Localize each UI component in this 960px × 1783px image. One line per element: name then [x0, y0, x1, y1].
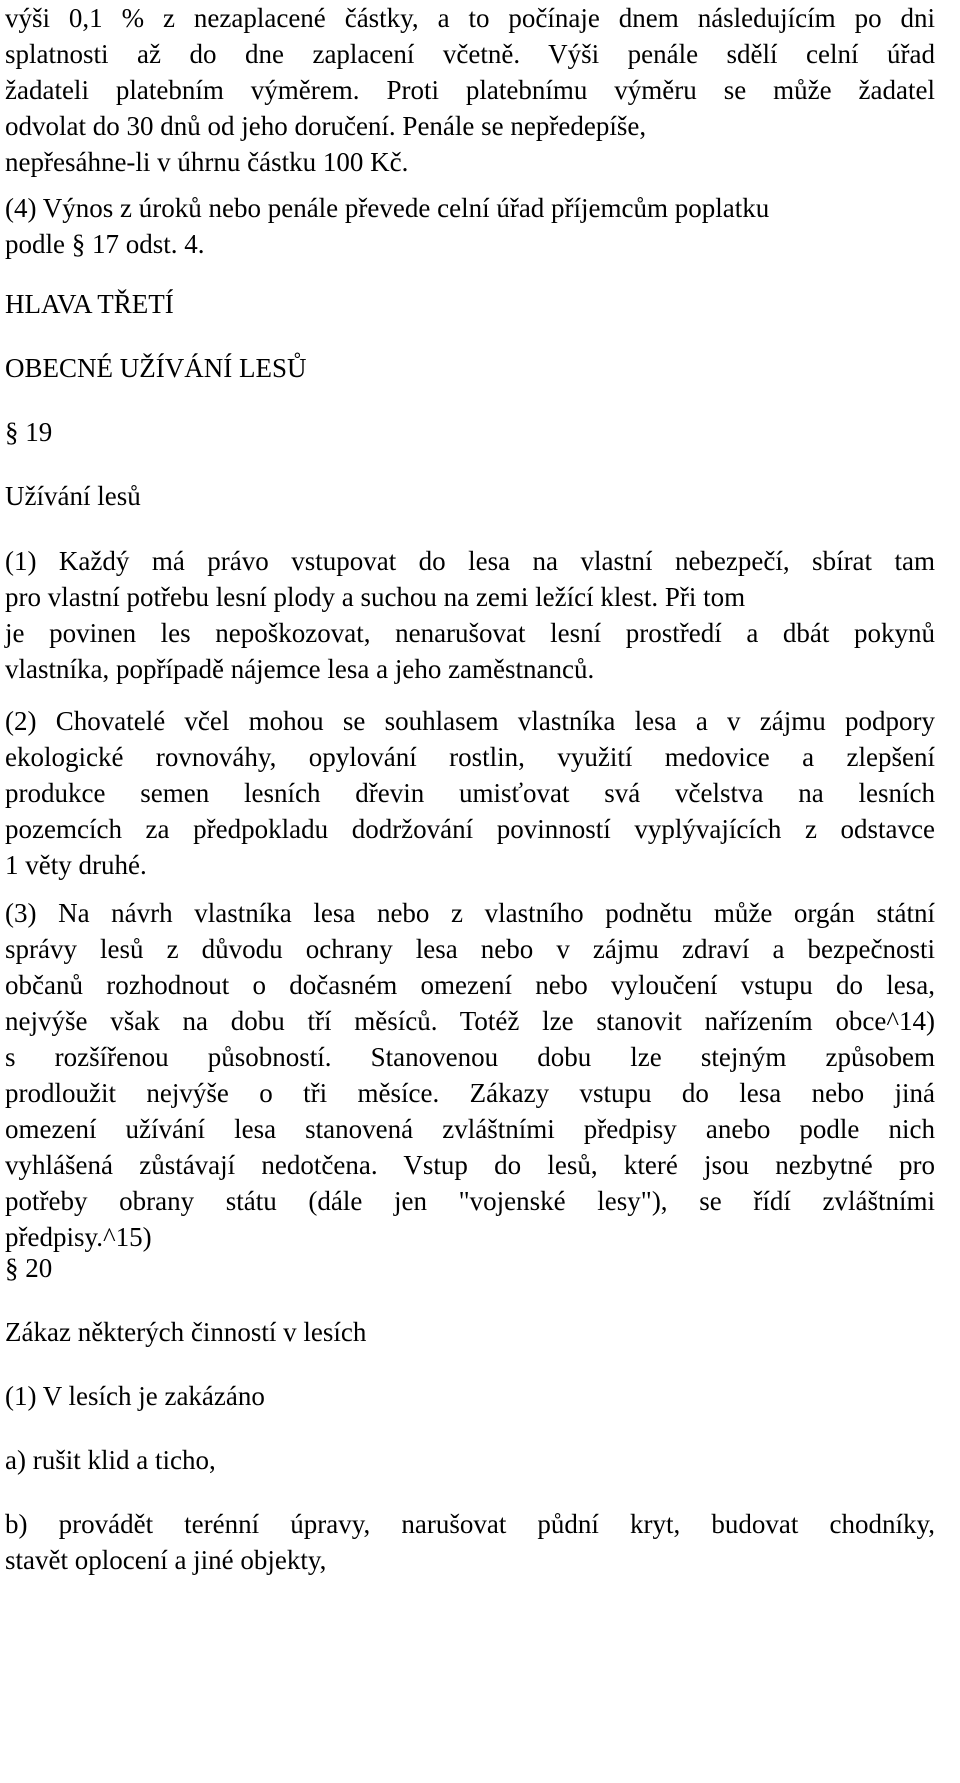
text-line: nejvýše však na dobu tří měsíců. Totéž lze stanovit nařízením obce^14) [5, 1006, 935, 1036]
text-line: stavět oplocení a jiné objekty, [5, 1545, 327, 1575]
part-title-block [5, 350, 935, 386]
section-19-heading [5, 414, 935, 450]
text-line: občanů rozhodnout o dočasném omezení nebo vyloučení vstupu do lesa, [5, 970, 935, 1000]
list-item-a [5, 1442, 935, 1478]
text-line: nepřesáhne-li v úhrnu částku 100 Kč. [5, 147, 409, 177]
continuation-paragraph [5, 0, 935, 180]
text-line: (2) Chovatelé včel mohou se souhlasem vlastníka lesa a v zájmu podpory [5, 706, 935, 736]
section-19-paragraph-1 [5, 543, 935, 687]
text-line: (1) V lesích je zakázáno [5, 1381, 265, 1411]
text-line: omezení užívání lesa stanovená zvláštními předpisy anebo podle nich [5, 1114, 935, 1144]
text-line: podle § 17 odst. 4. [5, 229, 205, 259]
text-line: (4) Výnos z úroků nebo penále převede celní úřad příjemcům poplatku [5, 193, 770, 223]
text-line: vlastníka, popřípadě nájemce lesa a jeho zaměstnanců. [5, 654, 595, 684]
section-title: Užívání lesů [5, 481, 141, 511]
section-number: § 20 [5, 1253, 53, 1283]
text-line: s rozšířenou působností. Stanovenou dobu lze stejným způsobem [5, 1042, 935, 1072]
section-19-paragraph-2 [5, 703, 935, 883]
section-title: Zákaz některých činností v lesích [5, 1317, 367, 1347]
text-line: produkce semen lesních dřevin umisťovat svá včelstva na lesních [5, 778, 935, 808]
section-number: § 19 [5, 417, 53, 447]
text-line: potřeby obrany státu (dále jen "vojenské lesy"), se řídí zvláštními [5, 1186, 935, 1216]
text-line: odvolat do 30 dnů od jeho doručení. Penále se nepředepíše, [5, 111, 647, 141]
text-line: (1) Každý má právo vstupovat do lesa na vlastní nebezpečí, sbírat tam [5, 546, 935, 576]
section-20-heading [5, 1250, 935, 1286]
paragraph-4 [5, 190, 935, 262]
text-line: správy lesů z důvodu ochrany lesa nebo v zájmu zdraví a bezpečnosti [5, 934, 935, 964]
text-line: b) provádět terénní úpravy, narušovat půdní kryt, budovat chodníky, [5, 1509, 935, 1539]
text-line: výši 0,1 % z nezaplacené částky, a to počínaje dnem následujícím po dni [5, 3, 935, 33]
section-20-paragraph-1-intro [5, 1378, 935, 1414]
text-line: pro vlastní potřebu lesní plody a suchou na zemi ležící klest. Při tom [5, 582, 746, 612]
part-title: OBECNÉ UŽÍVÁNÍ LESŮ [5, 353, 307, 383]
text-line: pozemcích za předpokladu dodržování povinností vyplývajících z odstavce [5, 814, 935, 844]
text-line: vyhlášená zůstávají nedotčena. Vstup do lesů, které jsou nezbytné pro [5, 1150, 935, 1180]
text-line: 1 věty druhé. [5, 850, 147, 880]
text-line: je povinen les nepoškozovat, nenarušovat lesní prostředí a dbát pokynů [5, 618, 935, 648]
part-number: HLAVA TŘETÍ [5, 289, 174, 319]
list-item-b [5, 1506, 935, 1578]
text-line: splatnosti až do dne zaplacení včetně. Výši penále sdělí celní úřad [5, 39, 935, 69]
section-19-paragraph-3 [5, 895, 935, 1255]
section-19-title-block [5, 478, 935, 514]
text-line: prodloužit nejvýše o tři měsíce. Zákazy vstupu do lesa nebo jiná [5, 1078, 935, 1108]
text-line: předpisy.^15) [5, 1222, 152, 1252]
text-line: žadateli platebním výměrem. Proti platebnímu výměru se může žadatel [5, 75, 935, 105]
text-line: (3) Na návrh vlastníka lesa nebo z vlastního podnětu může orgán státní [5, 898, 935, 928]
text-line: a) rušit klid a ticho, [5, 1445, 216, 1475]
section-20-title-block [5, 1314, 935, 1350]
text-line: ekologické rovnováhy, opylování rostlin, využití medovice a zlepšení [5, 742, 935, 772]
part-heading [5, 286, 935, 322]
